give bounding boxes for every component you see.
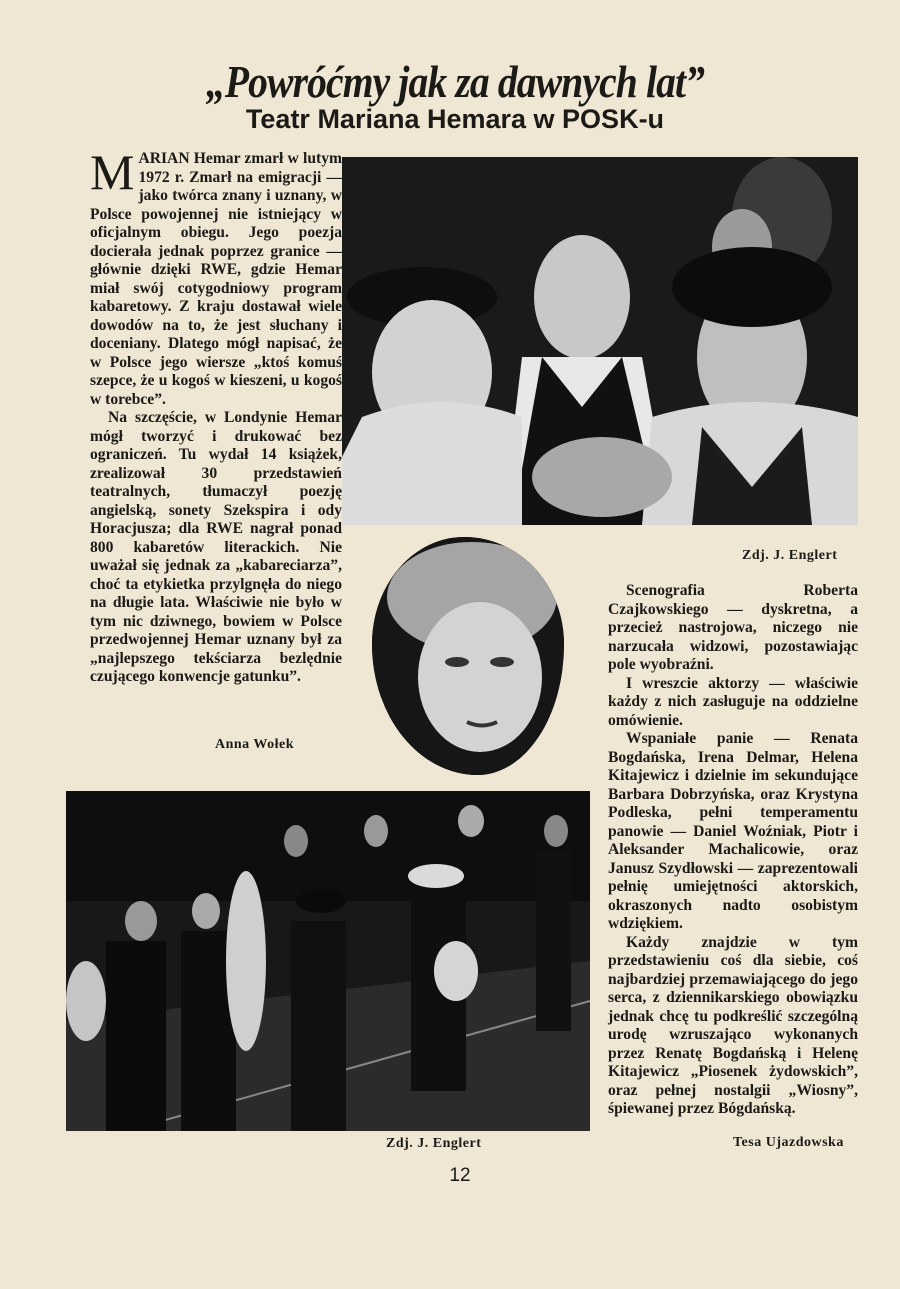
page-number: 12 xyxy=(449,1165,471,1186)
left-paragraph-1 xyxy=(90,144,342,409)
left-author: Anna Wołek xyxy=(215,737,295,752)
left-paragraph-1-text: ARIAN Hemar zmarł w lutym 1972 r. Zmarł na emigracji — jako twórca znany i uznany, w Polsce powojennej nie istniejący w oficjalnym obiegu. Jego poezja docierała jednak poprzez granice — głównie dzięki RWE, gdzie Hemar miał swój cotygodniowy program kabaretowy. Z kraju dostawał wiele dowodów na to, że jest słuchany i doceniany. Dlatego mógł napisać, że w Polsce jego wiersze „ktoś komuś szepce, że u kogoś w kieszeni, u kogoś w torebce”. xyxy=(90,150,342,408)
dropcap: M xyxy=(90,144,135,200)
headline: „Powróćmy jak za dawnych lat” xyxy=(205,56,705,107)
top-photo-credit: Zdj. J. Englert xyxy=(742,548,838,563)
right-paragraph-4: Każdy znajdzie w tym przedstawieniu coś dla siebie, coś najbardziej przemawiającego do jego serca, z dziennikarskiego obowiązku jednak chcę tu podkreślić szczególną urodę wzruszająco wykonanych przez Renatę Bogdańską i Helenę Kitajewicz „Piosenek żydowskich”, oraz pełnej nostalgii „Wiosny”, śpiewanej przez Bógdańską. xyxy=(608,933,858,1117)
right-paragraph-2: I wreszcie aktorzy — właściwie każdy z nich zasługuje na oddzielne omówienie. xyxy=(608,674,858,729)
subheadline: Teatr Mariana Hemara w POSK-u xyxy=(245,104,665,134)
bottom-photo-credit: Zdj. J. Englert xyxy=(386,1136,482,1151)
left-paragraph-2: Na szczęście, w Londynie Hemar mógł tworzyć i drukować bez ograniczeń. Tu wydał 14 książek, zrealizował 30 przedstawień teatralnych, tłumaczył poezję angielską, sonety Szekspira i ody Horacjusza; dla RWE nagrał ponad 800 kabaretów literackich. Nie uważał się jednak za „kabareciarza”, choć ta etykietka przylgnęła do niego na długie lata. Właściwie nie było w tym nic dziwnego, bowiem w Polsce przedwojennej Hemar uznany był za „najlepszego tekściarza bezlędnie czującego konwencje gatunku”. xyxy=(90,409,342,685)
right-article xyxy=(608,582,858,1119)
stage-photo xyxy=(66,791,590,1131)
right-paragraph-3: Wspaniałe panie — Renata Bogdańska, Irena Delmar, Helena Kitajewicz i dzielnie im sekundujące Barbara Dobrzyńska, oraz Krystyna Podleska, pełni temperamentu panowie — Daniel Woźniak, Piotr i Aleksander Machalicowie, oraz Janusz Szydłowski — zaprezentowali pełnię umiejętności aktorskich, okraszonych nadto osobistym wdziękiem. xyxy=(608,730,858,932)
left-article xyxy=(90,144,342,687)
right-author: Tesa Ujazdowska xyxy=(733,1135,844,1150)
portrait-photo xyxy=(372,537,564,775)
right-paragraph-1: Scenografia Roberta Czajkowskiego — dyskretna, a przecież nastrojowa, niczego nie narzucała widzowi, pozostawiając pole wyobraźni. xyxy=(608,582,858,673)
top-photo xyxy=(342,157,858,525)
